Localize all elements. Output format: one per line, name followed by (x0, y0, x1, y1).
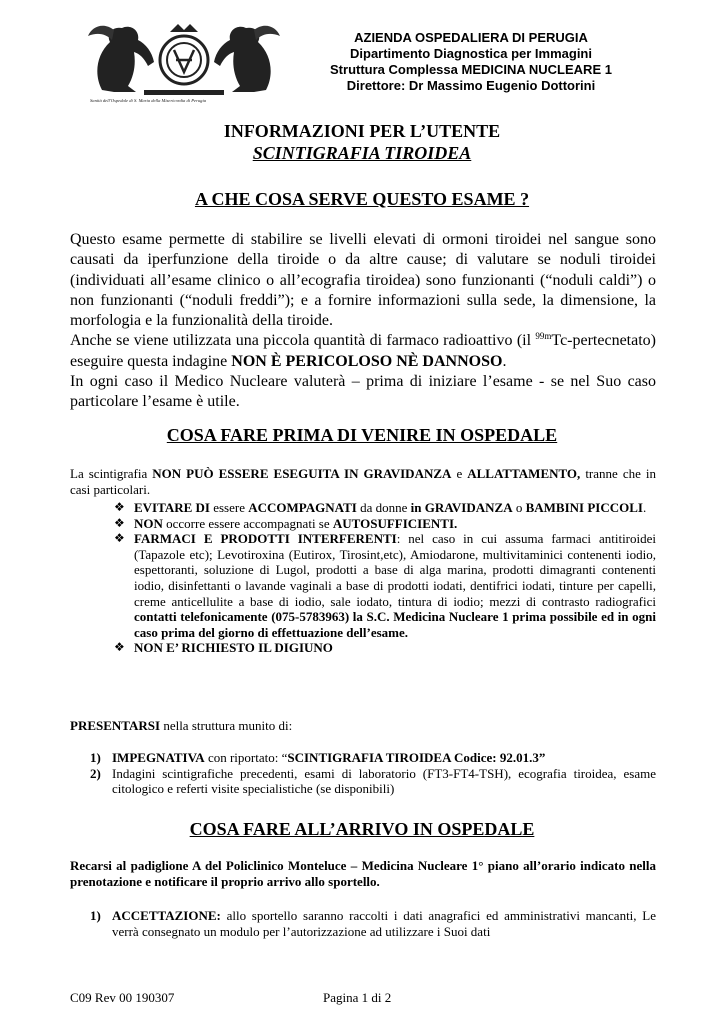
bullet-text: da donne (356, 500, 411, 515)
isotope-superscript: 99m (535, 331, 552, 342)
purpose-paragraph (70, 230, 656, 413)
list-item (90, 750, 656, 766)
purpose-text-2a: Anche se viene utilizzata una piccola quantità di farmaco radioattivo (il (70, 332, 536, 350)
bullet-bold: ACCOMPAGNATI (248, 500, 357, 515)
safety-statement: NON È PERICOLOSO NÈ DANNOSO (231, 352, 503, 370)
item-text: con riportato: “ (204, 750, 288, 765)
unit-name: Struttura Complessa MEDICINA NUCLEARE 1 (330, 62, 612, 77)
bullet-text: o (512, 500, 526, 515)
page-number: Pagina 1 di 2 (323, 990, 392, 1005)
bullet-bold-contact: contatti telefonicamente (075-5783963) la S.C. Medicina Nucleare 1 prima possibile ed in ogni caso prima del giorno di effettuazione dell’esame. (134, 609, 656, 640)
item-bold: ACCETTAZIONE: (112, 908, 221, 923)
bullet-text: occorre essere accompagnati se (162, 515, 333, 531)
item-number: 1) (90, 750, 101, 765)
notice-bold-breastfeeding: ALLATTAMENTO, (467, 466, 581, 481)
list-item (114, 531, 656, 640)
purpose-text-2b: Tc-pertecnetato) eseguire questa indagine (70, 332, 656, 370)
purpose-text-2c: . (502, 352, 507, 370)
item-number: 1) (90, 908, 101, 923)
documents-list (90, 750, 656, 797)
notice-text-and: e (451, 466, 468, 481)
arrival-steps (90, 908, 656, 939)
notice-text-exceptions: tranne che in casi particolari. (70, 466, 657, 497)
preparation-bullets (114, 500, 656, 656)
department-name: Dipartimento Diagnostica per Immagini (350, 46, 592, 61)
diamond-bullet-icon: ❖ (114, 640, 125, 655)
logo-caption: Sanità dell'Ospedale di S. Maria della Misericordia di Perugia (90, 98, 207, 103)
list-item (90, 766, 656, 797)
present-instruction (70, 718, 656, 734)
exam-code: SCINTIGRAFIA TIROIDEA Codice: 92.01.3” (287, 750, 546, 765)
diamond-bullet-icon: ❖ (114, 500, 125, 514)
section-heading-purpose: A CHE COSA SERVE QUESTO ESAME ? (194, 189, 530, 209)
item-text: Indagini scintigrafiche precedenti, esami di laboratorio (FT3-FT4-TSH), ecografia tiroidea, esame citologico e referti visite specialistiche (se disponibili) (112, 765, 656, 797)
bullet-text: : nel caso in cui assuma farmaci antitiroidei (Tapazole etc); Levotiroxina (Eutirox, Tirosint,etc), Amiodarone, multivitaminici contenenti iodio, espettoranti, soluzione di Lugol, prodotti a base di alga marina, prodotti dimagranti contenenti iodio, disinfettanti o lavande vaginali a base di prodotti iodati, dentifrici iodati, tinture per capelli, creme anticellulite a base di iodio, sale iodato, tintura di iodio; mezzi di contrasto radiografici (134, 531, 657, 609)
section-heading-before: COSA FARE PRIMA DI VENIRE IN OSPEDALE (166, 425, 558, 445)
bullet-bold: NON E’ RICHIESTO IL DIGIUNO (134, 640, 333, 656)
document-title (0, 120, 724, 164)
title-line-2: SCINTIGRAFIA TIROIDEA (252, 143, 472, 163)
bullet-bold: NON (134, 515, 163, 531)
bullet-bold: FARMACI E PRODOTTI INTERFERENTI (134, 531, 397, 547)
bullet-bold: BAMBINI PICCOLI (525, 500, 643, 515)
section-heading-arrival: COSA FARE ALL’ARRIVO IN OSPEDALE (189, 819, 535, 839)
list-item (90, 908, 656, 939)
org-name: AZIENDA OSPEDALIERA DI PERUGIA (354, 30, 588, 45)
hospital-crest-logo (84, 20, 284, 110)
present-bold: PRESENTARSI (70, 718, 161, 733)
item-bold: IMPEGNATIVA (112, 750, 205, 765)
bullet-text: essere (209, 500, 249, 515)
list-item (114, 516, 656, 532)
arrival-instruction: Recarsi al padiglione A del Policlinico Monteluce – Medicina Nucleare 1° piano all’orario indicato nella prenotazione e notificare il proprio arrivo allo sportello. (70, 858, 656, 889)
notice-text: La scintigrafia (70, 466, 153, 481)
title-line-1: INFORMAZIONI PER L’UTENTE (223, 121, 501, 141)
organization-header (286, 30, 656, 94)
bullet-bold: in GRAVIDANZA (410, 500, 513, 515)
bullet-text: . (642, 500, 647, 515)
document-code: C09 Rev 00 190307 (70, 990, 175, 1005)
diamond-bullet-icon: ❖ (114, 531, 125, 546)
item-text: allo sportello saranno raccolti i dati anagrafici ed amministrativi mancanti, Le verrà consegnato un modulo per l’autorizzazione ad utilizzare i Suoi dati (112, 908, 656, 939)
list-item (114, 500, 656, 516)
purpose-text-1: Questo esame permette di stabilire se livelli elevati di ormoni tiroidei nel sangue sono causati da iperfunzione della tiroide o da altre cause; di valutare se noduli tiroidei (individuati all’esame clinico o all’ecografia tiroidea) sono funzionanti (“noduli caldi”) o non funzionanti (“noduli freddi”); e a fornire informazioni sulla sede, la dimensione, la morfologia e la funzionalità della tiroide. (70, 231, 656, 330)
list-item (114, 640, 656, 656)
pregnancy-notice (70, 466, 656, 497)
item-number: 2) (90, 765, 101, 781)
director-name: Direttore: Dr Massimo Eugenio Dottorini (346, 78, 596, 93)
notice-bold-pregnancy: NON PUÒ ESSERE ESEGUITA IN GRAVIDANZA (152, 466, 452, 481)
present-text: nella struttura munito di: (160, 718, 293, 733)
bullet-bold: EVITARE DI (134, 500, 210, 515)
purpose-text-3: In ogni caso il Medico Nucleare valuterà – prima di iniziare l’esame - se nel Suo caso particolare l’esame è utile. (70, 373, 656, 411)
diamond-bullet-icon: ❖ (114, 515, 125, 530)
bullet-bold: AUTOSUFFICIENTI. (332, 515, 458, 531)
